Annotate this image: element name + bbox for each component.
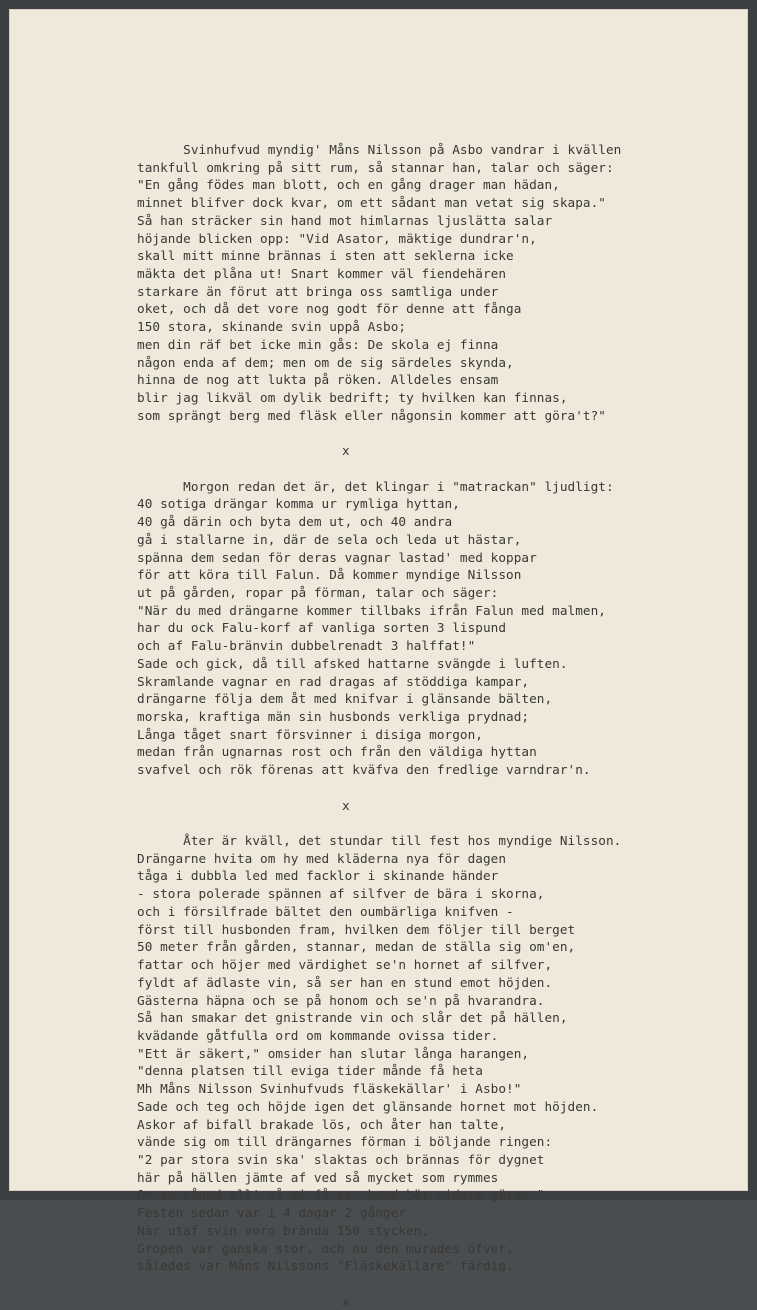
text-line: 50 meter från gården, stannar, medan de ställa sig om'en, — [137, 939, 576, 955]
stanza-3 — [137, 832, 657, 1275]
text-line: och i försilfrade bältet den oumbärliga knifven - — [137, 903, 514, 919]
text-line: fyldt af ädlaste vin, så ser han en stund emot höjden. — [137, 974, 553, 990]
text-line: någon enda af dem; men om de sig särdeles skynda, — [137, 354, 514, 370]
text-line: Skramlande vagnar en rad dragas af stöddiga kampar, — [137, 673, 530, 689]
poem-text — [137, 141, 657, 1310]
text-line: svafvel och rök förenas att kväfva den fredlige varndrar'n. — [137, 762, 591, 778]
text-line: Gropen var ganska stor, och nu den murades öfver, — [137, 1240, 514, 1256]
text-line: men din räf bet icke min gås: De skola ej finna — [137, 336, 499, 352]
text-line: När utaf svin voro brända 150 stycken, — [137, 1222, 430, 1238]
text-line: tankfull omkring på sitt rum, så stannar han, talar och säger: — [137, 159, 614, 175]
text-line: här på hällen jämte af ved så mycket som rymmes — [137, 1169, 499, 1185]
text-line: 40 gå därin och byta dem ut, och 40 andra — [137, 514, 453, 530]
text-line: drängarne följa dem åt med knifvar i glänsande bälten, — [137, 691, 553, 707]
text-line: Sade och gick, då till afsked hattarne svängde i luften. — [137, 655, 568, 671]
text-line: först till husbonden fram, hvilken dem följer till berget — [137, 921, 576, 937]
text-line: "2 par stora svin ska' slaktas och brännas för dygnet — [137, 1151, 545, 1167]
text-line: "En gång födes man blott, och en gång drager man hädan, — [137, 177, 560, 193]
text-line: Festen sedan var i 4 dagar 2 gånger. — [137, 1205, 414, 1221]
text-line: gå i stallarne in, där de sela och leda ut hästar, — [137, 531, 522, 547]
text-line: spänna dem sedan för deras vagnar lastad' med koppar — [137, 549, 537, 565]
text-line: höjande blicken opp: "Vid Asator, mäktige dundrar'n, — [137, 230, 537, 246]
text-line: Svinhufvud myndig' Måns Nilsson på Asbo vandrar i kvällen — [137, 142, 622, 157]
text-line: morska, kraftiga män sin husbonds verkliga prydnad; — [137, 709, 530, 724]
text-line: Åter är kväll, det stundar till fest hos myndige Nilsson. — [137, 833, 622, 849]
text-line: Askor af bifall brakade lös, och åter han talte, — [137, 1116, 507, 1132]
text-line: Så han smakar det gnistrande vin och slår det på hällen, — [137, 1010, 568, 1026]
text-line: medan från ugnarnas rost och från den väldiga hyttan — [137, 744, 537, 760]
text-line: blir jag likväl om dylik bedrift; ty hvilken kan finnas, — [137, 390, 568, 406]
text-line: Morgon redan det är, det klingar i "matrackan" ljudligt: — [137, 478, 614, 494]
text-line: Drängarne hvita om hy med kläderna nya för dagen — [137, 850, 507, 866]
text-line: för att köra till Falun. Då kommer myndige Nilsson — [137, 567, 522, 583]
text-line: - stora polerade spännen af silfver de bära i skorna, — [137, 886, 545, 902]
text-line: således var Måns Nilssons "Fläskekällare" färdig. — [137, 1258, 514, 1274]
stanza-2 — [137, 478, 657, 779]
section-separator: x — [342, 1293, 350, 1309]
text-line: Gästerna häpna och se på honom och se'n på hvarandra. — [137, 992, 545, 1008]
text-line: hinna de nog att lukta på röken. Alldeles ensam — [137, 372, 499, 388]
text-line: som sprängt berg med fläsk eller någonsin kommer att göra't?" — [137, 407, 606, 423]
text-line: skall mitt minne brännas i sten att seklerna icke — [137, 248, 514, 264]
text-line: Mh Måns Nilsson Svinhufvuds fläskekällar' i Asbo!" — [137, 1081, 522, 1097]
text-line: oket, och då det vore nog godt för denne att fånga — [137, 301, 522, 317]
text-line: Sade och teg och höjde igen det glänsande hornet mot höjden. — [137, 1098, 599, 1114]
text-line: och af Falu-bränvin dubbelrenadt 3 halffat!" — [137, 638, 476, 654]
text-line: vände sig om till drängarnes förman i böljande ringen: — [137, 1134, 553, 1150]
text-line: 40 sotiga drängar komma ur rymliga hyttan, — [137, 496, 460, 512]
section-separator: x — [342, 443, 350, 459]
stanza-1 — [137, 141, 657, 425]
text-line: starkare än förut att bringa oss samtliga under — [137, 283, 499, 299]
section-separator: x — [342, 797, 350, 813]
text-line: 150 stora, skinande svin uppå Asbo; — [137, 319, 407, 335]
text-line: har du ock Falu-korf af vanliga sorten 3 lispund — [137, 620, 507, 636]
text-line: "När du med drängarne kommer tillbaks ifrån Falun med malmen, — [137, 602, 606, 618]
text-line: kvädande gåtfulla ord om kommande ovissa tider. — [137, 1027, 499, 1043]
text-line: "denna platsen till eviga tider månde få heta — [137, 1063, 483, 1079]
text-line: mäkta det plåna ut! Snart kommer väl fiendehären — [137, 266, 507, 282]
text-line: Långa tåget snart försvinner i disiga morgon, — [137, 726, 483, 742]
text-line: tåga i dubbla led med facklor i skinande händer — [137, 868, 499, 884]
text-line: Om en månad ell' så vi få se, hvad bör vidare göras." — [137, 1187, 545, 1203]
text-line: ut på gården, ropar på förman, talar och säger: — [137, 584, 499, 600]
text-line: "Ett är säkert," omsider han slutar långa harangen, — [137, 1045, 530, 1061]
text-line: fattar och höjer med värdighet se'n hornet af silfver, — [137, 957, 553, 973]
text-line: Så han sträcker sin hand mot himlarnas ljuslätta salar — [137, 212, 553, 228]
text-line: minnet blifver dock kvar, om ett sådant man vetat sig skapa." — [137, 195, 606, 211]
